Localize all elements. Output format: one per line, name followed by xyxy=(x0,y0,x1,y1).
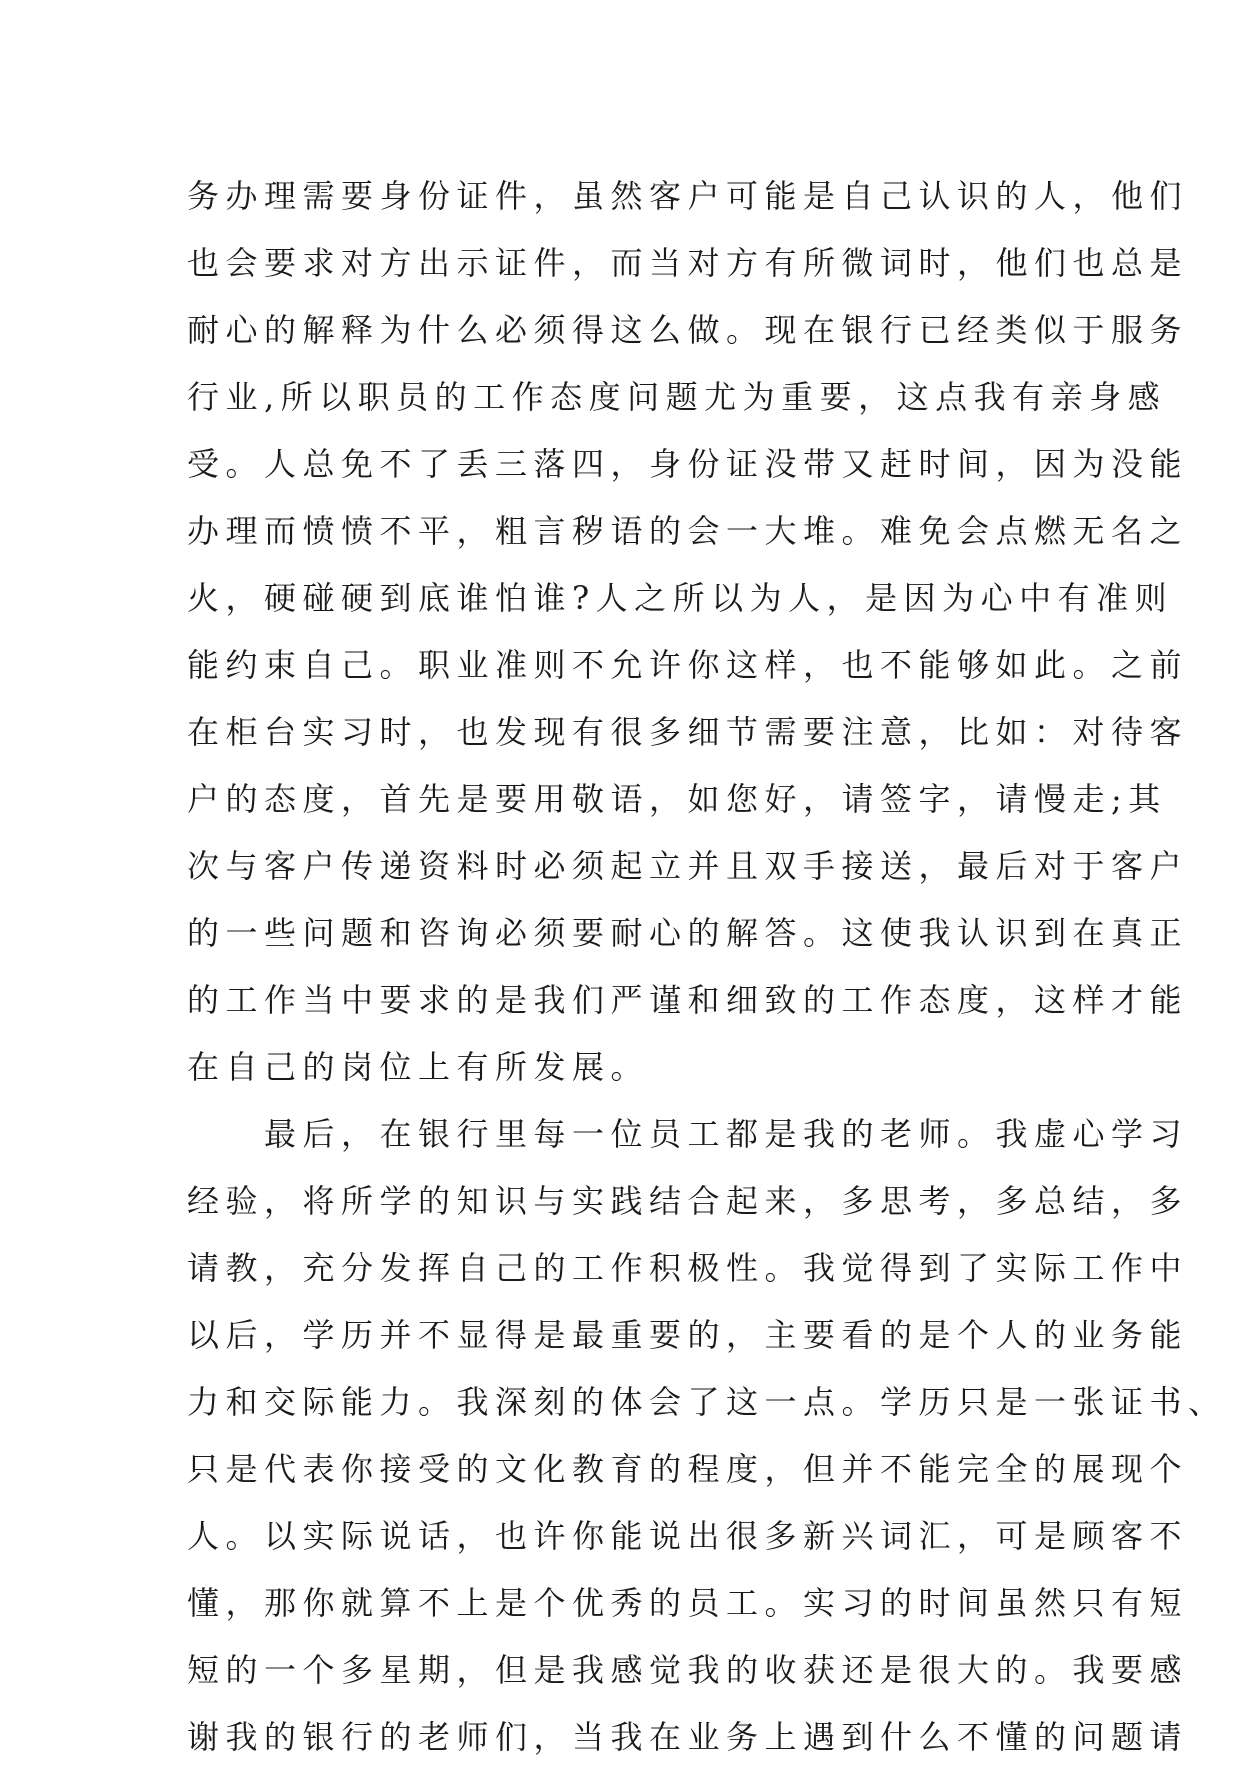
body-text xyxy=(187,163,1227,1771)
text-line: 经验，将所学的知识与实践结合起来，多思考，多总结，多 xyxy=(187,1182,1189,1220)
text-line: 耐心的解释为什么必须得这么做。现在银行已经类似于服务 xyxy=(187,311,1189,349)
text-line: 办理而愤愤不平，粗言秽语的会一大堆。难免会点燃无名之 xyxy=(187,512,1189,550)
text-line: 只是代表你接受的文化教育的程度，但并不能完全的展现个 xyxy=(187,1450,1189,1488)
text-line: 次与客户传递资料时必须起立并且双手接送，最后对于客户 xyxy=(187,847,1189,885)
text-line: 短的一个多星期，但是我感觉我的收获还是很大的。我要感 xyxy=(187,1651,1189,1689)
text-line: 以后，学历并不显得是最重要的，主要看的是个人的业务能 xyxy=(187,1316,1189,1354)
text-line: 的一些问题和咨询必须要耐心的解答。这使我认识到在真正 xyxy=(187,914,1189,952)
text-line: 在自己的岗位上有所发展。 xyxy=(187,1048,650,1086)
text-line: 能约束自己。职业准则不允许你这样，也不能够如此。之前 xyxy=(187,646,1189,684)
text-line: 力和交际能力。我深刻的体会了这一点。学历只是一张证书、 xyxy=(187,1383,1227,1421)
text-line: 行业,所以职员的工作态度问题尤为重要，这点我有亲身感 xyxy=(187,378,1167,416)
text-line: 人。以实际说话，也许你能说出很多新兴词汇，可是顾客不 xyxy=(187,1517,1189,1555)
text-line: 火，硬碰硬到底谁怕谁?人之所以为人，是因为心中有准则 xyxy=(187,579,1174,617)
text-line: 的工作当中要求的是我们严谨和细致的工作态度，这样才能 xyxy=(187,981,1189,1019)
text-line: 受。人总免不了丢三落四，身份证没带又赶时间，因为没能 xyxy=(187,445,1189,483)
text-line: 也会要求对方出示证件，而当对方有所微词时，他们也总是 xyxy=(187,244,1189,282)
text-line: 务办理需要身份证件，虽然客户可能是自己认识的人，他们 xyxy=(187,177,1189,215)
text-line: 户的态度，首先是要用敬语，如您好，请签字，请慢走;其 xyxy=(187,780,1167,818)
text-line: 请教，充分发挥自己的工作积极性。我觉得到了实际工作中 xyxy=(187,1249,1189,1287)
text-line: 懂，那你就算不上是个优秀的员工。实习的时间虽然只有短 xyxy=(187,1584,1189,1622)
paragraph-start-line: 最后，在银行里每一位员工都是我的老师。我虚心学习 xyxy=(264,1115,1189,1153)
text-line: 在柜台实习时，也发现有很多细节需要注意，比如：对待客 xyxy=(187,713,1189,751)
text-line: 谢我的银行的老师们，当我在业务上遇到什么不懂的问题请 xyxy=(187,1718,1189,1756)
